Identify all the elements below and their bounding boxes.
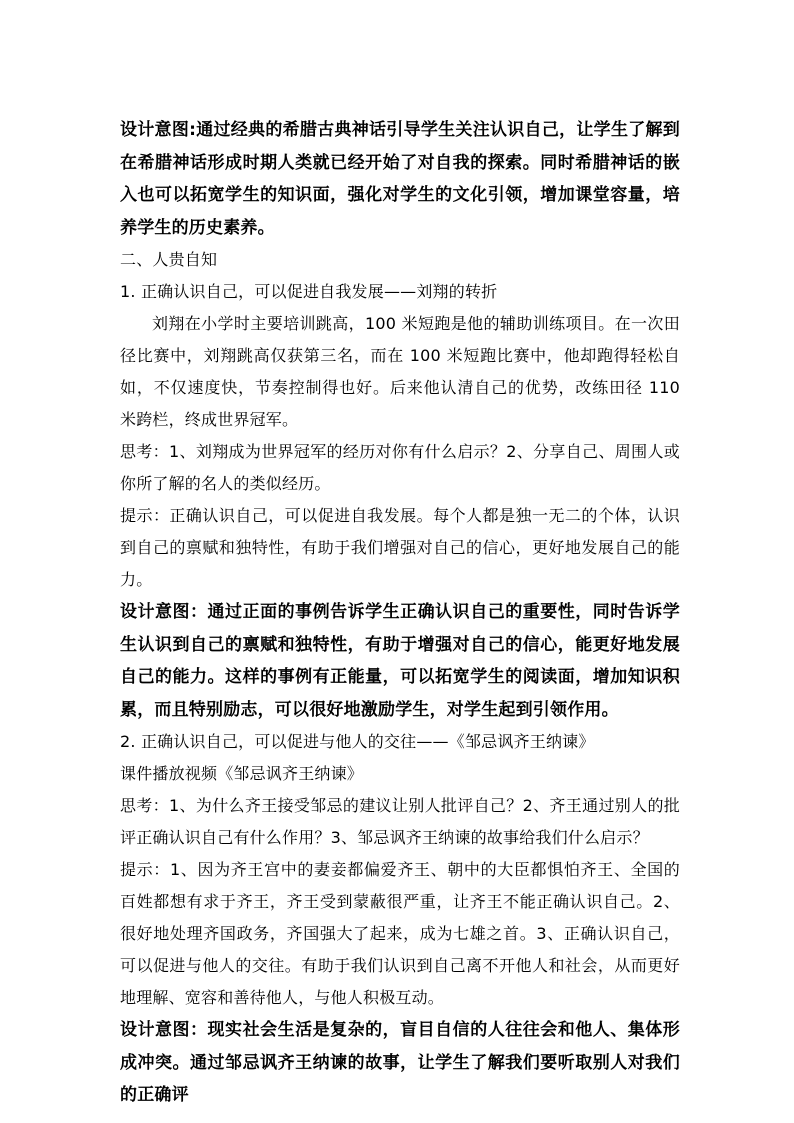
hint-paragraph-1: 提示：正确认识自己，可以促进自我发展。每个人都是独一无二的个体，认识到自己的禀赋和独特性，有助于我们增强对自己的信心，更好地发展自己的能力。 — [120, 506, 680, 589]
design-intent-paragraph-2: 设计意图：通过正面的事例告诉学生正确认识自己的重要性，同时告诉学生认识到自己的禀赋和独特性，有助于增强对自己的信心，能更好地发展自己的能力。这样的事例有正能量，可以拓宽学生的阅读面，增加知识积累，而且特别励志，可以很好地激励学生，对学生起到引领作用。 — [120, 602, 680, 720]
thinking-paragraph-2: 思考：1、为什么齐王接受邹忌的建议让别人批评自己？2、齐王通过别人的批评正确认识自己有什么作用？3、邹忌讽齐王纳谏的故事给我们什么启示？ — [120, 796, 680, 847]
section-heading-2: 二、人贵自知 — [120, 250, 218, 269]
liuxiang-story-paragraph: 刘翔在小学时主要培训跳高，100 米短跑是他的辅助训练项目。在一次田径比赛中，刘翔跳高仅获第三名，而在 100 米短跑比赛中，他却跑得轻松自如，不仅速度快，节奏控制得也好。后来他认清自己的优势，改练田径 110 米跨栏，终成世界冠军。 — [120, 314, 680, 429]
hint-paragraph-2: 提示：1、因为齐王宫中的妻妾都偏爱齐王、朝中的大臣都惧怕齐王、全国的百姓都想有求于齐王，齐王受到蒙蔽很严重，让齐王不能正确认识自己。2、很好地处理齐国政务，齐国强大了起来，成为七雄之首。3、正确认识自己，可以促进与他人的交往。有助于我们认识到自己离不开他人和社会，从而更好地理解、宽容和善待他人，与他人积极互动。 — [120, 860, 680, 1007]
thinking-paragraph-1: 思考：1、刘翔成为世界冠军的经历对你有什么启示？2、分享自己、周围人或你所了解的名人的类似经历。 — [120, 442, 680, 493]
subheading-2: 2. 正确认识自己，可以促进与他人的交往——《邹忌讽齐王纳谏》 — [120, 732, 595, 751]
design-intent-paragraph-3: 设计意图：现实社会生活是复杂的，盲目自信的人往往会和他人、集体形成冲突。通过邹忌讽齐王纳谏的故事，让学生了解我们要听取别人对我们的正确评 — [120, 1020, 680, 1105]
document-page — [120, 114, 680, 1112]
video-note-paragraph: 课件播放视频《邹忌讽齐王纳谏》 — [120, 764, 364, 783]
subheading-1: 1. 正确认识自己，可以促进自我发展——刘翔的转折 — [120, 282, 498, 301]
design-intent-paragraph-1: 设计意图:通过经典的希腊古典神话引导学生关注认识自己，让学生了解到在希腊神话形成时期人类就已经开始了对自我的探索。同时希腊神话的嵌入也可以拓宽学生的知识面，强化对学生的文化引领，增加课堂容量，培养学生的历史素养。 — [120, 120, 680, 238]
